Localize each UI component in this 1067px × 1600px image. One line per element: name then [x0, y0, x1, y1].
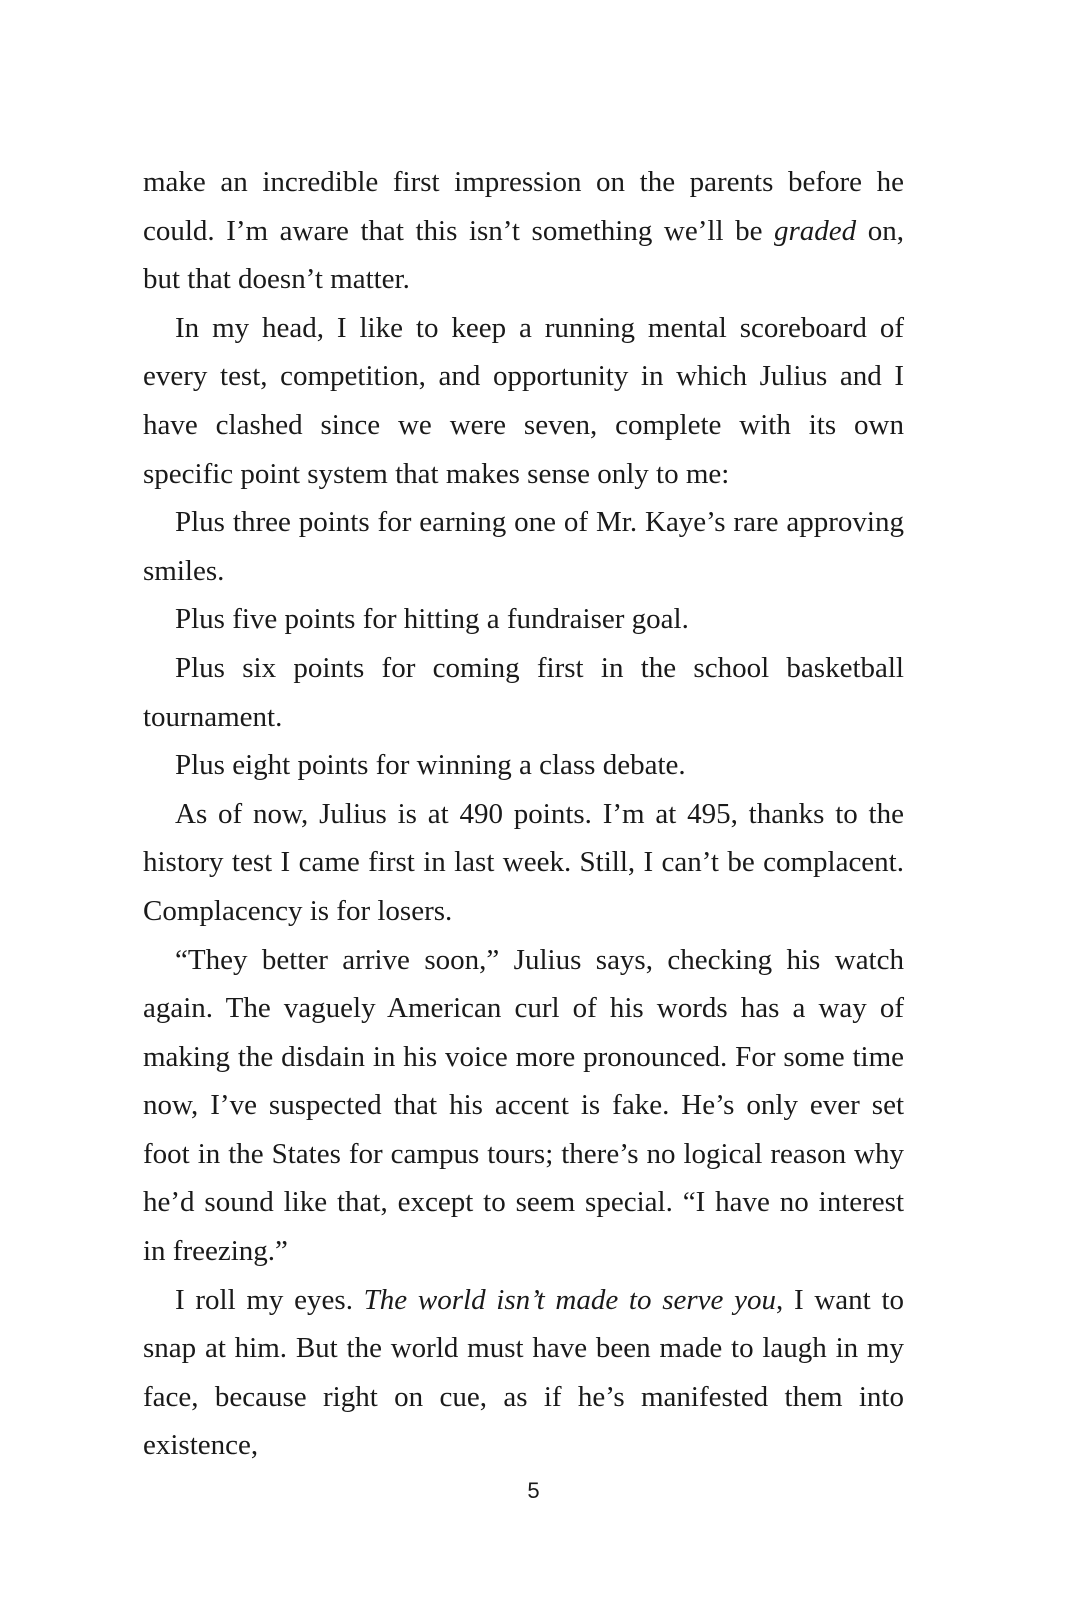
paragraph [143, 595, 904, 644]
text-run: Plus three points for earning one of Mr. Kaye’s rare approving smiles. [143, 506, 904, 587]
page-number: 5 [527, 1478, 540, 1503]
italic-run: graded [774, 214, 857, 247]
text-run: In my head, I like to keep a running mental scoreboard of every test, competition, and opportunity in which Julius and I have clashed since we were seven, complete with its own specific point system that makes sense only to me: [143, 311, 904, 490]
body-text [143, 158, 904, 1470]
paragraph [143, 936, 904, 1276]
text-run: , I want to snap at him. But the world must have been made to laugh in my face, because right on cue, as if he’s manifested them into existence, [143, 1283, 904, 1462]
text-run: I roll my eyes. [175, 1283, 364, 1316]
paragraph [143, 741, 904, 790]
text-run: “They better arrive soon,” Julius says, checking his watch again. The vaguely American curl of his words has a way of making the disdain in his voice more pronounced. For some time now, I’ve suspected that his accent is fake. He’s only ever set foot in the States for campus tours; there’s no logical reason why he’d sound like that, except to seem special. “I have no interest in freezing.” [143, 943, 904, 1268]
paragraph [143, 790, 904, 936]
text-run: make an incredible first impression on the parents before he could. I’m aware that this isn’t something we’ll be [143, 166, 904, 247]
text-run: Plus five points for hitting a fundraiser goal. [175, 603, 689, 636]
text-run: Plus six points for coming first in the school basketball tournament. [143, 651, 904, 733]
paragraph [143, 644, 904, 741]
paragraph [143, 1276, 904, 1470]
italic-run: The world isn’t made to serve you [363, 1283, 776, 1316]
paragraph [143, 158, 904, 304]
paragraph [143, 304, 904, 498]
paragraph [143, 498, 904, 595]
text-run: As of now, Julius is at 490 points. I’m at 495, thanks to the history test I came first in last week. Still, I can’t be complacent. Complacency is for losers. [143, 797, 904, 927]
text-run: Plus eight points for winning a class debate. [175, 749, 686, 782]
text-run: on, but that doesn’t matter. [143, 214, 904, 296]
